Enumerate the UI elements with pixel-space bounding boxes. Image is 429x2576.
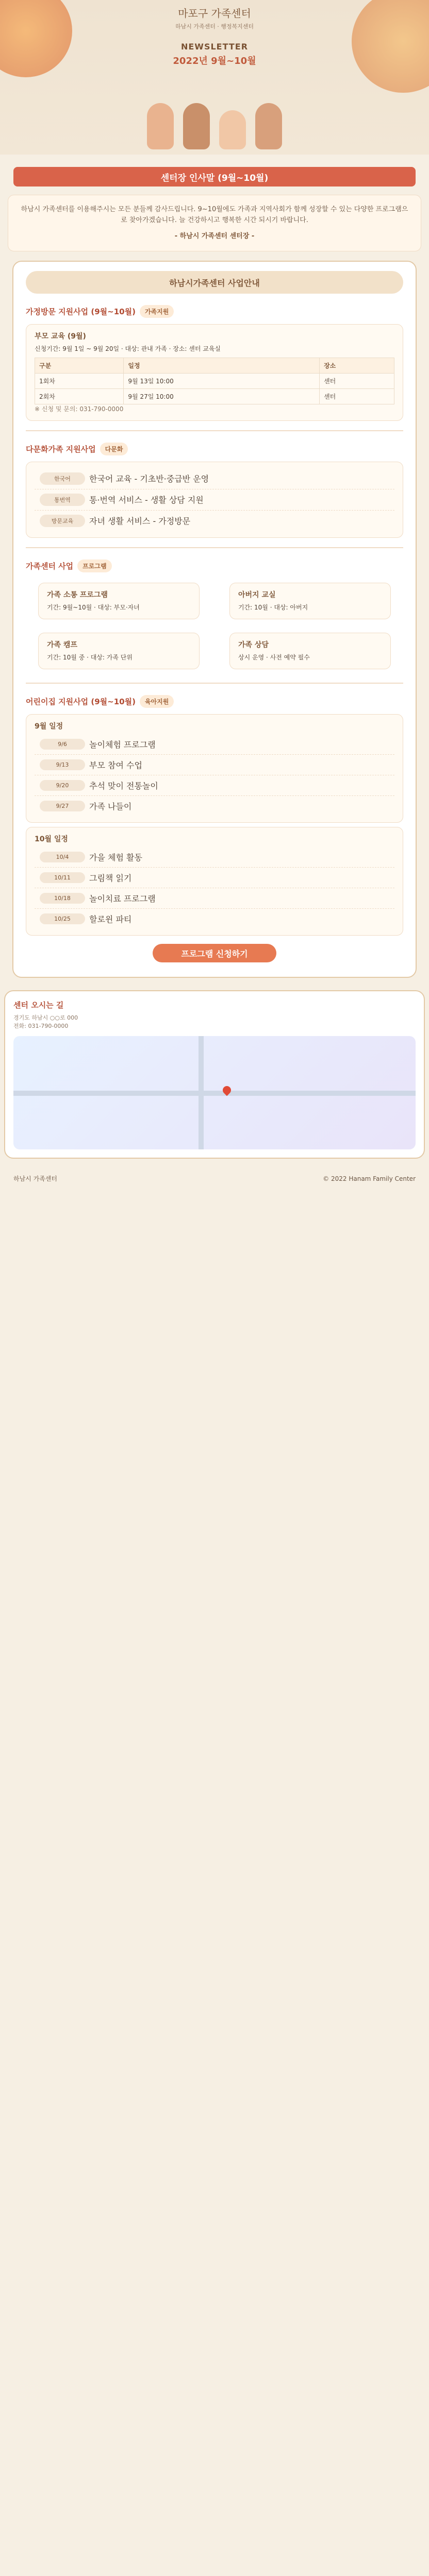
schedule-text: 놀이체험 프로그램 <box>89 740 156 750</box>
section1-panel-title: 부모 교육 (9월) <box>35 332 86 341</box>
schedule-row <box>35 755 394 775</box>
program-body: 기간: 10월 · 대상: 아버지 <box>238 603 308 611</box>
family-member-icon <box>183 103 210 149</box>
table-row <box>35 388 394 404</box>
schedule-date: 9/20 <box>40 780 85 791</box>
table-cell: 센터 <box>320 388 394 404</box>
greeting-signature: - 하남시 가족센터 센터장 - <box>174 232 255 240</box>
map-view[interactable] <box>13 1036 416 1149</box>
schedule-row <box>35 909 394 929</box>
header-hero <box>0 0 429 155</box>
section4-badge: 육아지원 <box>140 695 174 708</box>
schedule-panel <box>26 714 403 823</box>
section1-panel <box>26 324 403 420</box>
section3-grid <box>26 579 403 673</box>
schedule-row <box>35 796 394 816</box>
program-title: 아버지 교실 <box>238 590 276 599</box>
schedule-text: 가족 나들이 <box>89 802 132 812</box>
section1-heading: 가정방문 지원사업 (9월~10월) <box>26 307 136 317</box>
schedule-header: 9월 일정 <box>35 722 63 731</box>
schedule-text: 그림책 읽기 <box>89 873 132 884</box>
table-header: 구분 <box>35 358 124 373</box>
schedule-panel <box>26 827 403 936</box>
program-title: 가족 소통 프로그램 <box>47 590 108 599</box>
section1-note: ※ 신청 및 문의: 031-790-0000 <box>35 405 124 413</box>
item-text: 자녀 생활 서비스 - 가정방문 <box>89 516 191 527</box>
schedule-header: 10월 일정 <box>35 835 68 844</box>
program-body: 기간: 10월 중 · 대상: 가족 단위 <box>47 653 133 661</box>
section3-heading: 가족센터 사업 <box>26 561 74 571</box>
newsletter-label: NEWSLETTER <box>180 42 249 52</box>
schedule-text: 가을 체험 활동 <box>89 853 142 863</box>
section4-title <box>26 695 403 708</box>
schedule-text: 할로윈 파티 <box>89 914 132 925</box>
schedule-text: 부모 참여 수업 <box>89 760 142 771</box>
list-item <box>35 511 394 531</box>
footer <box>5 1168 424 1189</box>
item-tag: 방문교육 <box>40 515 85 527</box>
item-text: 한국어 교육 - 기초반·중급반 운영 <box>89 474 209 484</box>
program-card[interactable] <box>38 633 200 669</box>
issue-period: 2022년 9월~10월 <box>173 56 256 66</box>
greeting-card <box>8 195 421 251</box>
schedule-date: 9/13 <box>40 759 85 770</box>
location-heading: 센터 오시는 길 <box>13 1001 64 1010</box>
section2-heading: 다문화가족 지원사업 <box>26 444 96 454</box>
section2-panel <box>26 462 403 538</box>
greeting-body: 하남시 가족센터를 이용해주시는 모든 분들께 감사드립니다. 9~10월에도 가족과 지역사회가 함께 성장할 수 있는 다양한 프로그램으로 찾아가겠습니다. 늘 건강하시고 행복한 시간 되시기 바랍니다. <box>21 206 408 224</box>
header-logo: 마포구 가족센터 <box>178 7 251 20</box>
section4-heading: 어린이집 지원사업 (9월~10월) <box>26 697 136 707</box>
map-road <box>13 1091 416 1096</box>
schedule-date: 10/11 <box>40 872 85 883</box>
main-content-card <box>12 261 417 978</box>
section1-badge: 가족지원 <box>140 305 174 318</box>
header-brand: 하남시 가족센터 · 행정복지센터 <box>175 23 254 30</box>
schedule-date: 9/27 <box>40 801 85 811</box>
family-member-icon <box>255 103 282 149</box>
schedule-date: 10/25 <box>40 913 85 924</box>
footer-left: 하남시 가족센터 <box>13 1175 57 1183</box>
greeting-title-bar <box>13 167 416 187</box>
schedule-row <box>35 888 394 909</box>
location-card <box>4 990 425 1159</box>
program-card[interactable] <box>38 583 200 619</box>
family-member-icon <box>219 110 246 149</box>
table-cell: 2회차 <box>35 388 124 404</box>
section1-table <box>35 358 394 404</box>
section2-badge: 다문화 <box>100 443 128 455</box>
schedule-row <box>35 775 394 796</box>
program-title: 가족 캠프 <box>47 640 77 649</box>
schedule-date: 10/18 <box>40 893 85 904</box>
program-card[interactable] <box>229 633 391 669</box>
item-tag: 한국어 <box>40 472 85 485</box>
program-title: 가족 상담 <box>238 640 269 649</box>
greeting-title: 센터장 인사말 (9월~10월) <box>160 173 269 183</box>
section3-title <box>26 560 403 572</box>
location-address: 경기도 하남시 ○○로 000 <box>13 1014 78 1022</box>
schedule-row <box>35 868 394 888</box>
location-phone: 전화: 031-790-0000 <box>13 1023 69 1030</box>
schedule-date: 10/4 <box>40 852 85 862</box>
table-cell: 센터 <box>320 373 394 388</box>
table-cell: 9월 13일 10:00 <box>124 373 320 388</box>
section1-title <box>26 305 403 318</box>
table-cell: 1회차 <box>35 373 124 388</box>
schedule-row <box>35 847 394 868</box>
list-item <box>35 489 394 511</box>
apply-program-button[interactable]: 프로그램 신청하기 <box>153 944 276 962</box>
schedule-text: 추석 맞이 전통놀이 <box>89 781 158 791</box>
item-text: 통·번역 서비스 - 생활 상담 지원 <box>89 495 204 505</box>
program-body: 기간: 9월~10월 · 대상: 부모·자녀 <box>47 603 140 611</box>
section-divider <box>26 547 403 548</box>
map-road <box>199 1036 204 1149</box>
program-card[interactable] <box>229 583 391 619</box>
schedule-text: 놀이치료 프로그램 <box>89 894 156 904</box>
family-member-icon <box>147 103 174 149</box>
section-divider <box>26 430 403 431</box>
section1-panel-body: 신청기간: 9월 1일 ~ 9월 20일 · 대상: 관내 가족 · 장소: 센터 교육실 <box>35 345 221 353</box>
table-row <box>35 373 394 388</box>
list-item <box>35 468 394 489</box>
section-divider <box>26 683 403 684</box>
item-tag: 통번역 <box>40 494 85 506</box>
family-illustration <box>147 103 282 149</box>
section3-badge: 프로그램 <box>77 560 111 572</box>
table-header: 장소 <box>320 358 394 373</box>
program-body: 상시 운영 · 사전 예약 필수 <box>238 653 310 661</box>
table-header: 일정 <box>124 358 320 373</box>
header-title-block <box>155 5 274 67</box>
location-title <box>13 999 416 1010</box>
section2-title <box>26 443 403 455</box>
main-title: 하남시가족센터 사업안내 <box>26 271 403 294</box>
footer-right: © 2022 Hanam Family Center <box>323 1175 416 1182</box>
schedule-row <box>35 734 394 755</box>
table-cell: 9월 27일 10:00 <box>124 388 320 404</box>
schedule-date: 9/6 <box>40 739 85 750</box>
